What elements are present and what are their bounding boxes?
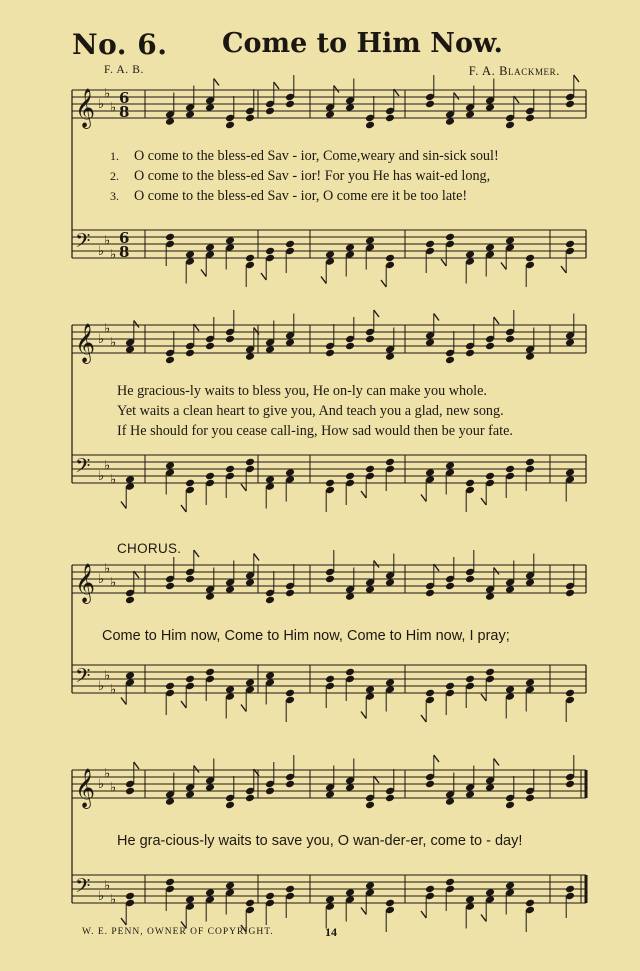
flat-icon: ♭ [110,682,117,698]
note-flag [494,568,499,575]
note-head [225,236,235,245]
note-head [285,468,295,477]
note-head [185,349,195,358]
note-head [485,668,495,677]
note-head [525,352,535,361]
note-head [485,243,495,252]
note-head [365,881,375,890]
note-flag [334,86,339,93]
note-flag [121,918,126,925]
note-head [485,342,495,351]
note-flag [421,495,426,502]
note-head [525,578,535,587]
time-signature-bottom: 8 [119,103,130,121]
note-head [265,787,275,796]
note-head [185,250,195,259]
lyric-text: O come to the bless-ed Sav - ior! For you He has wait-ed long, [134,168,491,184]
note-head [525,678,535,687]
note-flag [194,766,199,773]
lyric-text: He gra-cious-ly waits to save you, O wan-der-er, come to - day! [117,833,523,849]
note-head [345,472,355,481]
lyric-text: He gracious-ly waits to bless you, He on-ly can make you whole. [117,383,487,399]
note-flag [361,491,366,498]
note-head [425,780,435,789]
note-head [445,233,455,242]
note-head [365,801,375,810]
flat-icon: ♭ [110,247,117,263]
note-flag [454,93,459,100]
note-head [185,895,195,904]
note-head [345,668,355,677]
note-head [285,689,295,698]
note-head [325,479,335,488]
note-flag [494,317,499,324]
note-head [505,685,515,694]
note-flag [181,505,186,512]
note-head [265,596,275,605]
note-flag [574,75,579,82]
note-head [505,465,515,474]
bass-clef-icon: 𝄢 [75,454,91,482]
music-credit: F. A. Blackmer. [468,64,560,78]
flat-icon: ♭ [104,766,111,782]
note-head [205,243,215,252]
note-head [265,671,275,680]
treble-clef-icon: 𝄞 [75,88,96,128]
flat-icon: ♭ [98,244,105,259]
note-head [565,338,575,347]
time-signature-top: 6 [119,89,130,107]
note-head [565,780,575,789]
note-head [165,461,175,470]
note-head [245,114,255,123]
note-flag [194,550,199,557]
note-head [325,110,335,119]
note-head [425,689,435,698]
note-flag [374,561,379,568]
note-flag [501,263,506,270]
note-head [505,801,515,810]
note-flag [361,712,366,719]
note-head [385,678,395,687]
note-head [245,578,255,587]
note-head [285,338,295,347]
note-flag [134,762,139,769]
lyric-text: Come to Him now, Come to Him now, Come to Him now, I pray; [102,628,510,644]
flat-icon: ♭ [110,472,117,488]
note-head [225,121,235,130]
verse-number: 2. [110,169,119,183]
note-head [445,797,455,806]
note-head [325,790,335,799]
note-head [365,465,375,474]
note-head [425,468,435,477]
note-head [505,335,515,344]
note-head [565,240,575,249]
time-signature-bottom: 8 [119,243,130,261]
note-head [285,240,295,249]
note-flag [241,484,246,491]
note-flag [121,698,126,705]
note-flag [374,310,379,317]
note-head [185,479,195,488]
note-head [445,356,455,365]
flat-icon: ♭ [98,679,105,694]
note-head [165,582,175,591]
flat-icon: ♭ [98,889,105,904]
note-head [165,682,175,691]
note-head [345,888,355,897]
treble-clef-icon: 𝄞 [75,323,96,363]
note-head [465,349,475,358]
note-flag [434,314,439,321]
treble-clef-icon: 𝄞 [75,563,96,603]
verse-number: 1. [110,149,119,163]
note-head [425,100,435,109]
note-head [445,461,455,470]
note-head [205,103,215,112]
note-head [185,110,195,119]
note-head [285,885,295,894]
note-head [385,794,395,803]
note-head [265,345,275,354]
note-head [445,878,455,887]
lyric-text: Yet waits a clean heart to give you, And teach you a glad, new song. [117,403,504,419]
note-head [465,675,475,684]
note-head [225,585,235,594]
note-head [525,899,535,908]
note-flag [201,270,206,277]
flat-icon: ♭ [110,100,117,116]
note-head [325,895,335,904]
note-flag [254,554,259,561]
note-head [425,885,435,894]
note-head [485,592,495,601]
lyric-text: O come to the bless-ed Sav - ior, Come,weary and sin-sick soul! [134,148,499,164]
flat-icon: ♭ [110,335,117,351]
note-head [385,114,395,123]
note-head [345,342,355,351]
flat-icon: ♭ [110,780,117,796]
note-flag [181,701,186,708]
note-flag [481,915,486,922]
note-head [225,465,235,474]
hymn-header [0,28,640,68]
note-head [225,335,235,344]
page-number: 14 [325,925,337,939]
note-head [485,783,495,792]
note-head [365,335,375,344]
copyright-notice: W. E. PENN, OWNER OF COPYRIGHT. [82,927,274,937]
note-head [425,589,435,598]
note-flag [421,911,426,918]
flat-icon: ♭ [98,572,105,587]
note-head [365,236,375,245]
note-head [125,787,135,796]
note-head [265,892,275,901]
note-flag [381,280,386,287]
note-head [325,575,335,584]
note-head [365,685,375,694]
bass-clef-icon: 𝄢 [75,874,91,902]
words-credit: F. A. B. [104,64,144,76]
note-head [565,885,575,894]
note-flag [481,694,486,701]
note-head [565,589,575,598]
note-head [445,582,455,591]
note-flag [241,705,246,712]
note-head [385,458,395,467]
note-head [465,250,475,259]
note-head [125,892,135,901]
note-head [565,100,575,109]
note-flag [134,321,139,328]
note-head [205,783,215,792]
note-head [265,107,275,116]
note-head [365,585,375,594]
note-head [465,790,475,799]
note-flag [121,502,126,509]
flat-icon: ♭ [98,777,105,792]
note-head [505,585,515,594]
time-signature-top: 6 [119,229,130,247]
chorus-label: CHORUS. [117,541,182,556]
note-head [385,899,395,908]
note-head [165,117,175,126]
hymn-title: Come to Him Now. [222,28,503,59]
note-head [245,899,255,908]
system-3-staves [0,555,640,745]
note-head [265,475,275,484]
note-head [245,794,255,803]
note-head [185,675,195,684]
note-head [565,468,575,477]
note-head [385,578,395,587]
bass-clef-icon: 𝄢 [75,229,91,257]
flat-icon: ♭ [98,97,105,112]
note-head [505,881,515,890]
note-head [465,575,475,584]
note-head [165,797,175,806]
note-head [465,479,475,488]
note-head [525,458,535,467]
flat-icon: ♭ [104,878,111,894]
note-head [345,103,355,112]
note-flag [441,259,446,266]
note-flag [361,908,366,915]
note-head [525,254,535,263]
flat-icon: ♭ [104,233,111,249]
treble-clef-icon: 𝄞 [75,768,96,808]
note-head [385,254,395,263]
note-head [325,349,335,358]
note-head [565,689,575,698]
flat-icon: ♭ [110,892,117,908]
note-head [485,888,495,897]
flat-icon: ♭ [98,469,105,484]
note-head [125,596,135,605]
note-head [445,117,455,126]
note-head [385,352,395,361]
note-flag [261,273,266,280]
note-head [325,675,335,684]
note-head [485,472,495,481]
note-head [205,888,215,897]
note-head [165,878,175,887]
note-head [225,881,235,890]
note-head [245,678,255,687]
flat-icon: ♭ [104,458,111,474]
note-head [365,121,375,130]
note-head [245,458,255,467]
note-head [425,338,435,347]
note-head [245,254,255,263]
note-head [225,685,235,694]
note-head [345,592,355,601]
note-flag [214,79,219,86]
note-head [205,668,215,677]
note-head [165,233,175,242]
note-flag [421,715,426,722]
flat-icon: ♭ [104,668,111,684]
note-head [205,342,215,351]
note-head [505,236,515,245]
flat-icon: ♭ [110,575,117,591]
note-head [525,794,535,803]
note-head [165,356,175,365]
flat-icon: ♭ [98,332,105,347]
bass-clef-icon: 𝄢 [75,664,91,692]
note-flag [561,266,566,273]
note-head [185,575,195,584]
note-head [525,114,535,123]
note-flag [274,82,279,89]
note-head [505,121,515,130]
note-head [445,682,455,691]
note-head [345,243,355,252]
note-head [465,110,475,119]
note-head [245,352,255,361]
note-head [465,895,475,904]
flat-icon: ♭ [104,86,111,102]
note-head [205,472,215,481]
flat-icon: ♭ [104,321,111,337]
note-head [205,592,215,601]
verse-number: 3. [110,189,119,203]
note-head [325,250,335,259]
note-flag [481,498,486,505]
note-head [265,247,275,256]
note-head [425,240,435,249]
note-head [345,783,355,792]
note-head [185,790,195,799]
flat-icon: ♭ [104,561,111,577]
note-head [125,345,135,354]
lyric-text: If He should for you cease call-ing, How sad would then be your fate. [117,423,513,439]
note-head [285,780,295,789]
note-head [225,801,235,810]
lyric-text: O come to the bless-ed Sav - ior, O come ere it be too late! [134,188,468,204]
note-head [285,100,295,109]
hymn-number: No. 6. [72,28,168,61]
note-flag [321,277,326,284]
note-flag [494,759,499,766]
note-head [125,671,135,680]
note-head [285,589,295,598]
note-head [125,475,135,484]
note-flag [434,755,439,762]
note-head [485,103,495,112]
